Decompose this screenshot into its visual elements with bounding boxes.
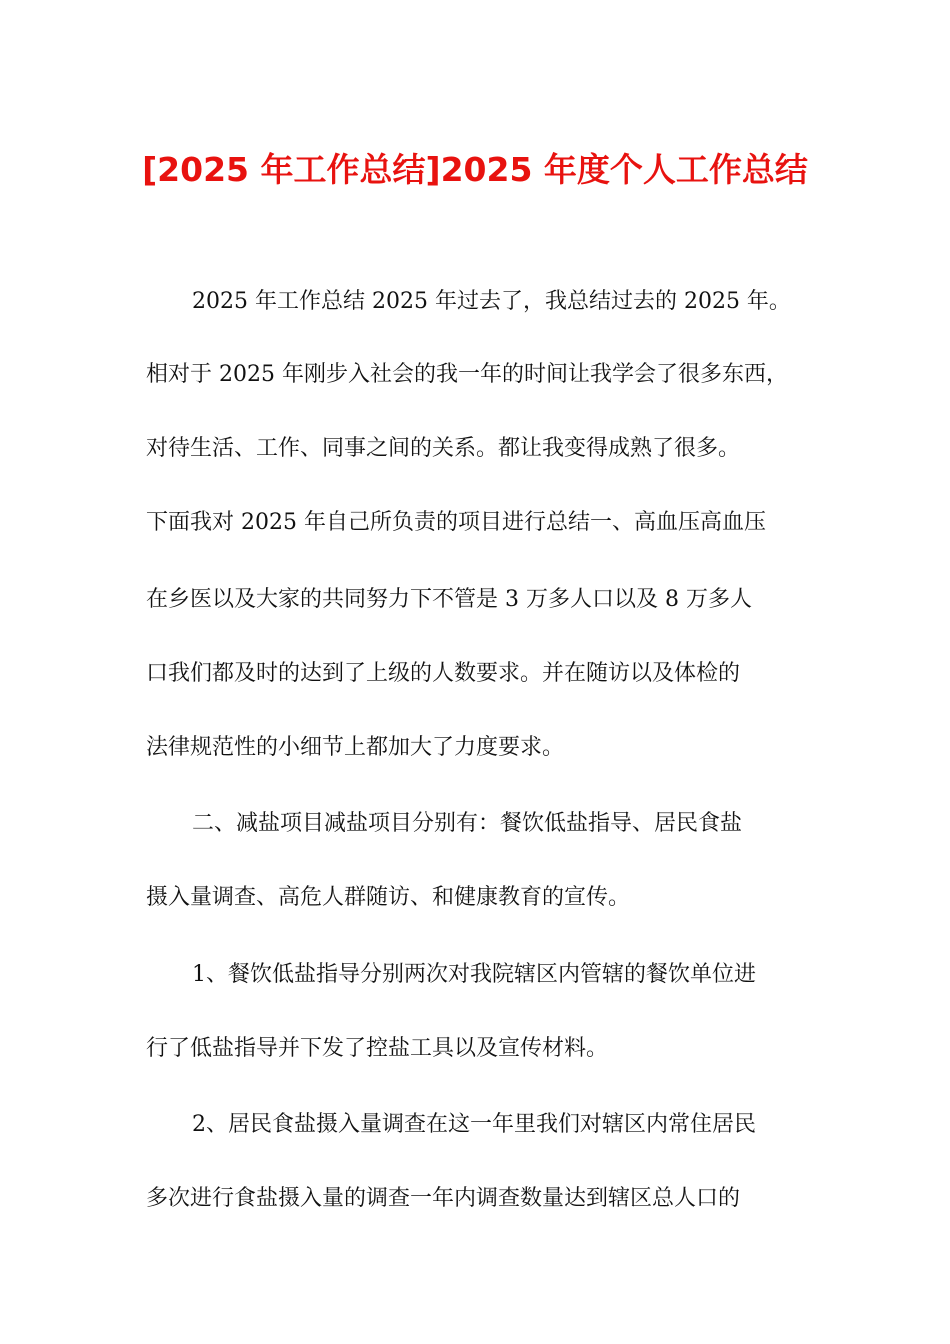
paragraph-line: 对待生活、工作、同事之间的关系。都让我变得成熟了很多。: [146, 436, 741, 461]
paragraph-line: 在乡医以及大家的共同努力下不管是 3 万多人口以及 8 万多人: [146, 587, 752, 612]
paragraph-line: 口我们都及时的达到了上级的人数要求。并在随访以及体检的: [146, 661, 741, 686]
paragraph-line: 摄入量调查、高危人群随访、和健康教育的宣传。: [146, 885, 631, 910]
paragraph-line: 2025 年工作总结 2025 年过去了，我总结过去的 2025 年。: [192, 289, 791, 314]
document-title: [2025 年工作总结]2025 年度个人工作总结: [142, 150, 808, 189]
paragraph-line: 下面我对 2025 年自己所负责的项目进行总结一、高血压高血压: [146, 510, 766, 535]
paragraph-line: 二、减盐项目减盐项目分别有：餐饮低盐指导、居民食盐: [192, 811, 743, 836]
paragraph-line: 多次进行食盐摄入量的调查一年内调查数量达到辖区总人口的: [146, 1186, 741, 1211]
paragraph-line: 1、餐饮低盐指导分别两次对我院辖区内管辖的餐饮单位进: [192, 962, 756, 987]
paragraph-line: 2、居民食盐摄入量调查在这一年里我们对辖区内常住居民: [192, 1112, 756, 1137]
paragraph-line: 行了低盐指导并下发了控盐工具以及宣传材料。: [146, 1036, 609, 1061]
paragraph-line: 相对于 2025 年刚步入社会的我一年的时间让我学会了很多东西，: [146, 362, 788, 387]
paragraph-line: 法律规范性的小细节上都加大了力度要求。: [146, 735, 565, 760]
